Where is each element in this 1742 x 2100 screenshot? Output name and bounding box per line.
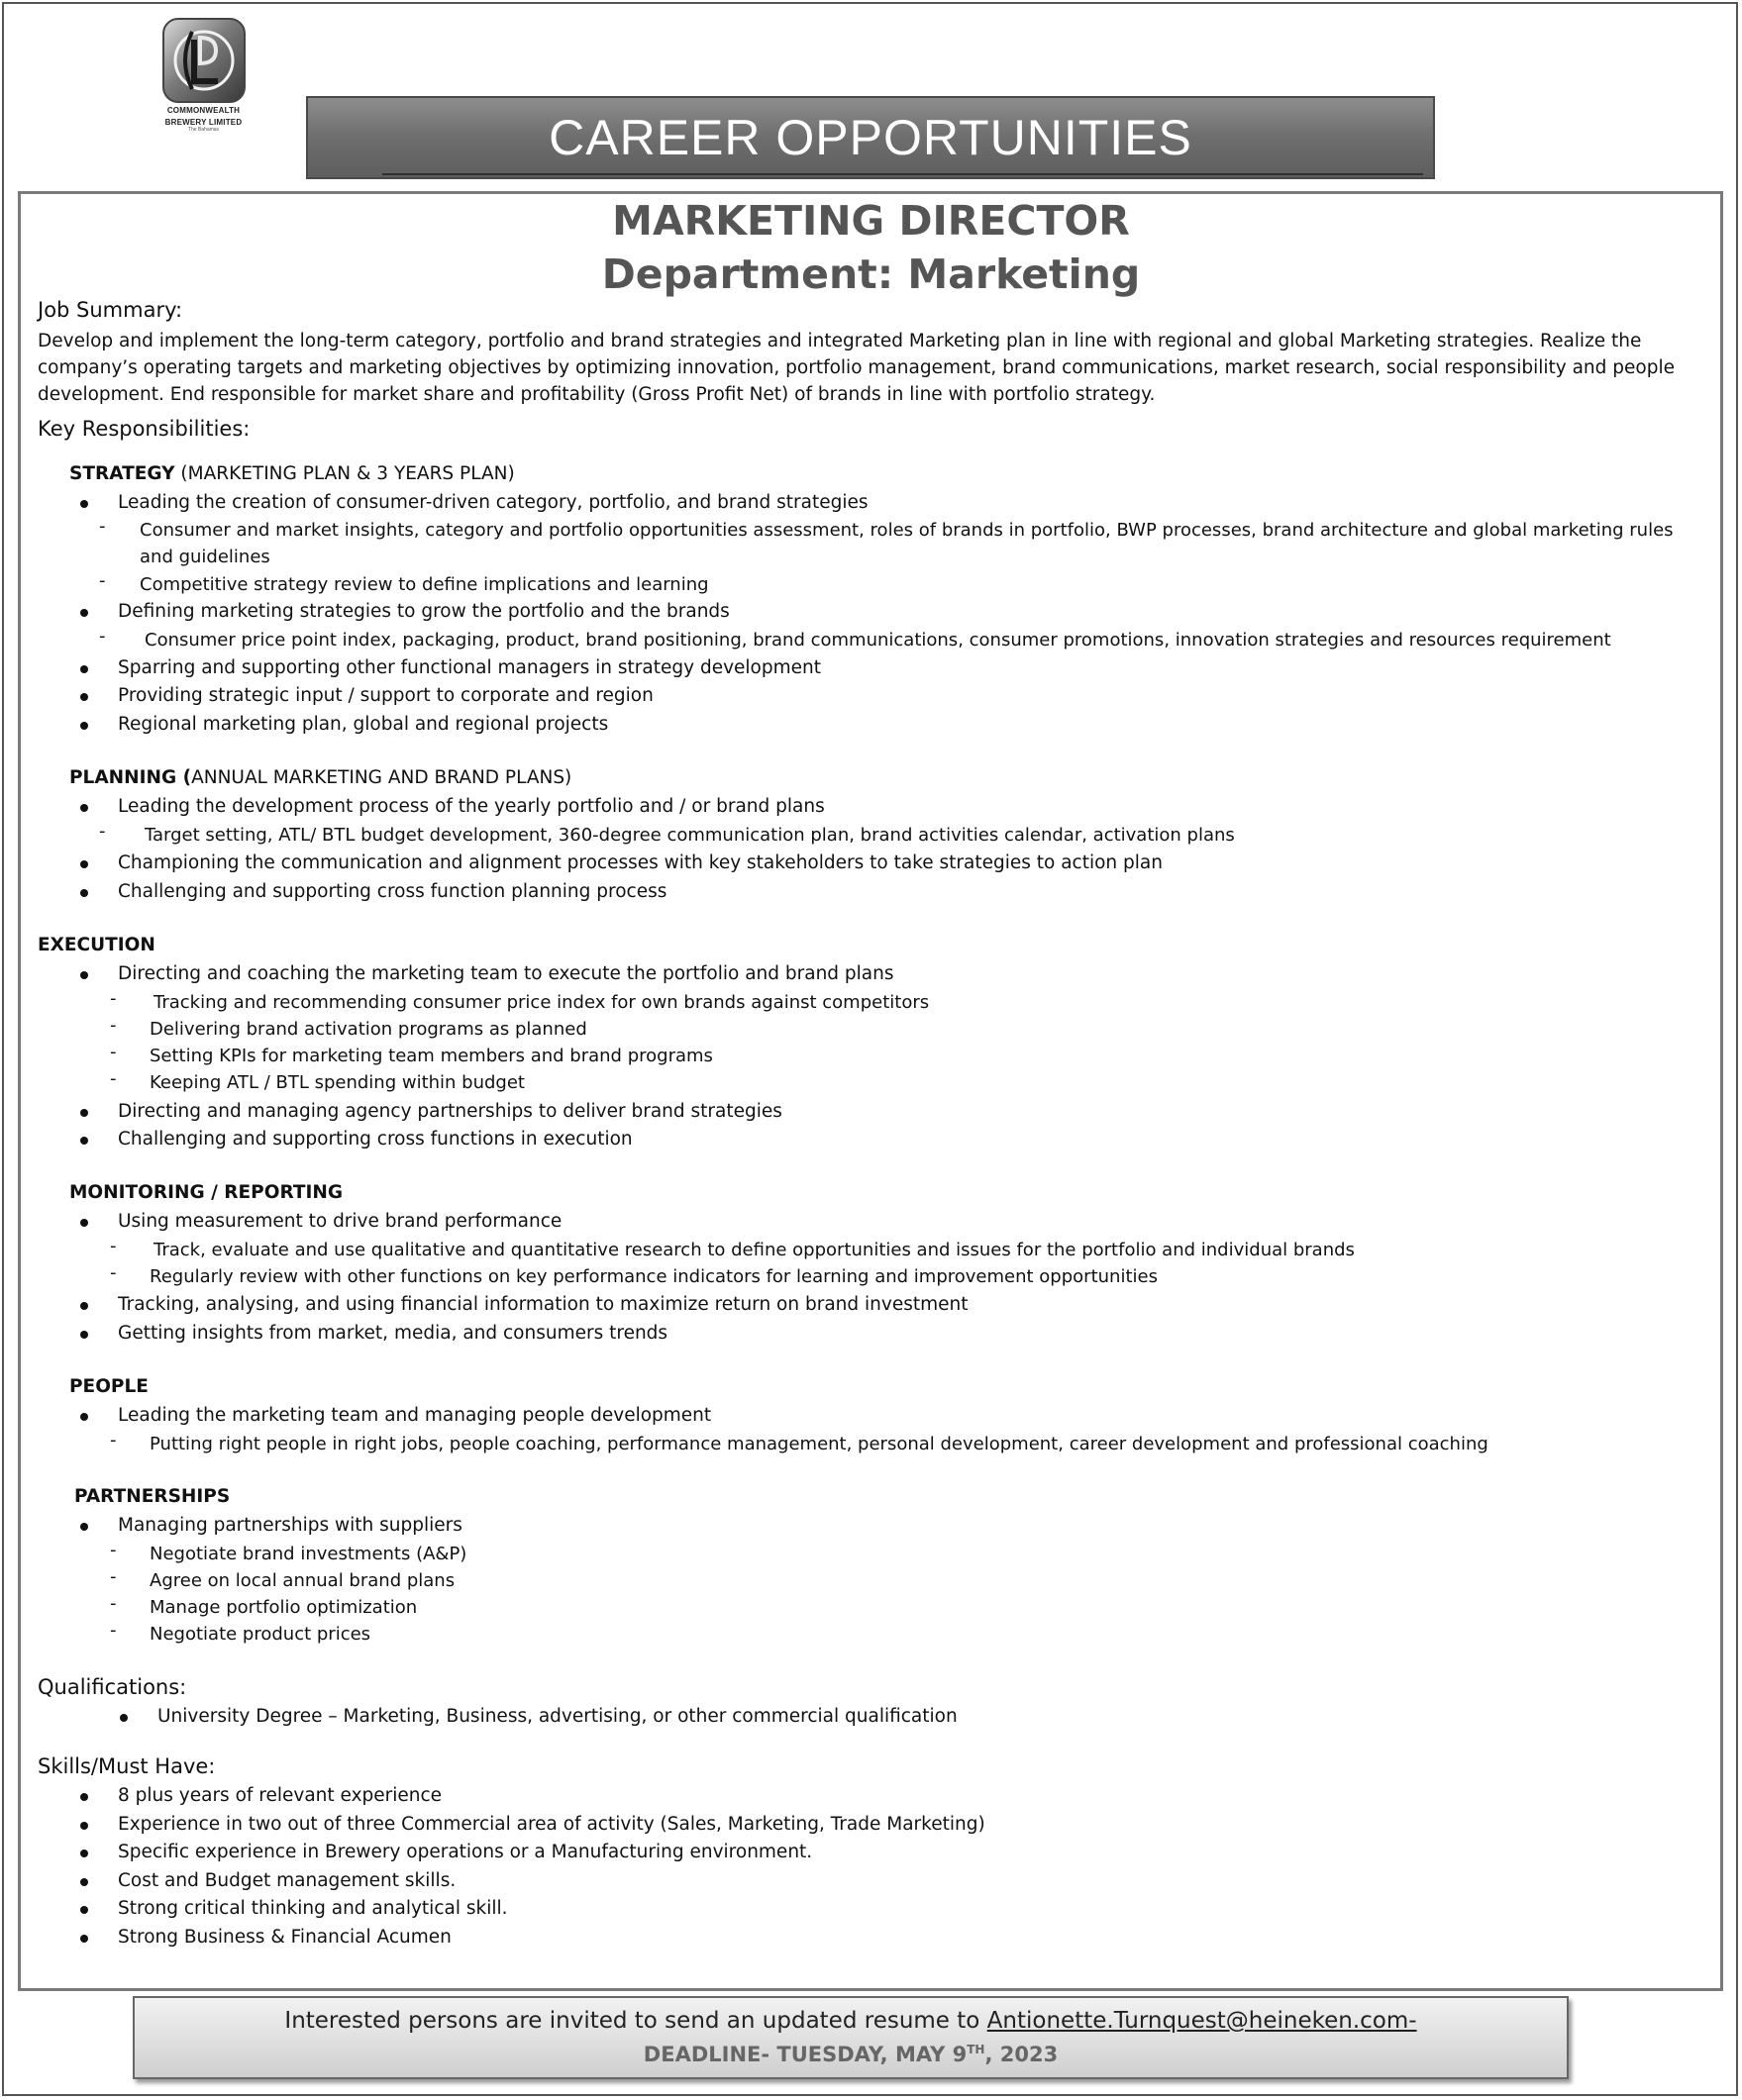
bullet-icon bbox=[80, 1413, 88, 1421]
dash-icon: - bbox=[110, 1430, 117, 1450]
bullet-icon bbox=[80, 1906, 88, 1914]
dash-icon: - bbox=[99, 626, 106, 647]
dash-icon: - bbox=[110, 988, 117, 1009]
partnerships-subitem-1d: Negotiate product prices bbox=[150, 1624, 371, 1645]
partnerships-subitem-1b: Agree on local annual brand plans bbox=[150, 1570, 456, 1591]
logo-name-line2: BREWERY LIMITED bbox=[164, 118, 243, 127]
dash-icon: - bbox=[110, 1540, 117, 1560]
dash-icon: - bbox=[110, 1068, 117, 1089]
strategy-subitem-1b: Competitive strategy review to define implications and learning bbox=[140, 574, 709, 595]
strategy-subitem-1a-cont: and guidelines bbox=[140, 547, 270, 567]
bullet-icon bbox=[80, 1935, 88, 1943]
skills-item-2: Experience in two out of three Commercial area of activity (Sales, Marketing, Trade Marketing) bbox=[118, 1814, 985, 1835]
partnerships-subitem-1c: Manage portfolio optimization bbox=[150, 1597, 418, 1618]
execution-item-2: Directing and managing agency partnerships to deliver brand strategies bbox=[118, 1101, 782, 1122]
strategy-subitem-2a: Consumer price point index, packaging, product, brand positioning, brand communications, consumer promotions, innovation strategies and resources requirement bbox=[145, 630, 1611, 650]
bullet-icon bbox=[80, 500, 88, 508]
strategy-item-2: Defining marketing strategies to grow the portfolio and the brands bbox=[118, 601, 730, 622]
execution-subitem-1d: Keeping ATL / BTL spending within budget bbox=[150, 1072, 525, 1093]
resume-email-link[interactable]: Antionette.Turnquest@heineken.com- bbox=[986, 2008, 1417, 2034]
dash-icon: - bbox=[99, 821, 106, 842]
people-heading bbox=[69, 1373, 149, 1400]
bullet-icon bbox=[80, 1302, 88, 1310]
bullet-icon bbox=[80, 693, 88, 701]
key-responsibilities-heading: Key Responsibilities: bbox=[38, 417, 251, 441]
dash-icon: - bbox=[99, 516, 106, 537]
skills-item-6: Strong Business & Financial Acumen bbox=[118, 1927, 452, 1948]
bullet-icon bbox=[80, 665, 88, 673]
partnerships-subitem-1a: Negotiate brand investments (A&P) bbox=[150, 1544, 467, 1564]
strategy-item-5: Regional marketing plan, global and regional projects bbox=[118, 714, 609, 735]
planning-heading-rest: ANNUAL MARKETING AND BRAND PLANS) bbox=[191, 767, 572, 788]
qualifications-item-1: University Degree – Marketing, Business, advertising, or other commercial qualification bbox=[157, 1706, 958, 1727]
monitoring-subitem-1b: Regularly review with other functions on key performance indicators for learning and improvement opportunities bbox=[150, 1266, 1158, 1287]
job-summary-heading: Job Summary: bbox=[38, 298, 183, 322]
company-logo bbox=[156, 18, 251, 145]
strategy-item-4: Providing strategic input / support to corporate and region bbox=[118, 685, 654, 706]
execution-item-1: Directing and coaching the marketing team to execute the portfolio and brand plans bbox=[118, 963, 894, 984]
execution-subitem-1b: Delivering brand activation programs as planned bbox=[150, 1019, 587, 1040]
job-title: MARKETING DIRECTOR bbox=[612, 197, 1130, 245]
bullet-icon bbox=[80, 971, 88, 979]
planning-heading bbox=[69, 764, 571, 791]
bullet-icon bbox=[80, 1822, 88, 1830]
bullet-icon bbox=[80, 1331, 88, 1339]
monitoring-subitem-1a: Track, evaluate and use qualitative and quantitative research to define opportunities and issues for the portfolio and individual brands bbox=[154, 1240, 1355, 1260]
banner-title: CAREER OPPORTUNITIES bbox=[549, 110, 1192, 165]
logo-name-line3: The Bahamas bbox=[187, 127, 220, 133]
partnerships-heading-text: PARTNERSHIPS bbox=[74, 1486, 231, 1507]
people-item-1: Leading the marketing team and managing people development bbox=[118, 1405, 712, 1426]
dash-icon: - bbox=[99, 570, 106, 591]
strategy-item-3: Sparring and supporting other functional managers in strategy development bbox=[118, 657, 821, 678]
summary-line-2: company’s operating targets and marketing objectives by optimizing innovation, portfolio management, brand communications, market research, social responsibility and people bbox=[38, 357, 1675, 378]
strategy-heading bbox=[69, 460, 515, 487]
dash-icon: - bbox=[110, 1042, 117, 1062]
summary-line-3: development. End responsible for market share and profitability (Gross Profit Net) of brands in line with portfolio strategy. bbox=[38, 384, 1156, 405]
planning-item-2: Championing the communication and alignment processes with key stakeholders to take strategies to action plan bbox=[118, 852, 1163, 873]
footer-invite-line bbox=[135, 2006, 1567, 2036]
deadline-text: DEADLINE- TUESDAY, MAY 9 bbox=[643, 2043, 968, 2066]
bullet-icon bbox=[80, 1523, 88, 1531]
execution-subitem-1c: Setting KPIs for marketing team members and brand programs bbox=[150, 1046, 713, 1066]
execution-item-3: Challenging and supporting cross functions in execution bbox=[118, 1129, 633, 1150]
people-subitem-1a: Putting right people in right jobs, people coaching, performance management, personal development, career development and professional coaching bbox=[150, 1434, 1488, 1454]
dash-icon: - bbox=[110, 1015, 117, 1036]
bullet-icon bbox=[80, 609, 88, 617]
department-title: Department: Marketing bbox=[601, 250, 1141, 298]
logo-badge-icon bbox=[162, 18, 246, 103]
banner-underline bbox=[382, 173, 1423, 175]
logo-name-line1: COMMONWEALTH bbox=[166, 106, 241, 115]
monitoring-item-2: Tracking, analysing, and using financial information to maximize return on brand investment bbox=[118, 1294, 969, 1315]
bullet-icon bbox=[80, 1878, 88, 1886]
planning-item-3: Challenging and supporting cross function planning process bbox=[118, 881, 667, 902]
dash-icon: - bbox=[110, 1593, 117, 1614]
bullet-icon bbox=[80, 1793, 88, 1801]
dash-icon: - bbox=[110, 1262, 117, 1283]
people-heading-text: PEOPLE bbox=[69, 1376, 149, 1397]
skills-item-3: Specific experience in Brewery operations or a Manufacturing environment. bbox=[118, 1842, 813, 1862]
strategy-item-1: Leading the creation of consumer-driven category, portfolio, and brand strategies bbox=[118, 492, 869, 513]
monitoring-heading bbox=[69, 1179, 343, 1206]
bullet-icon bbox=[80, 889, 88, 897]
execution-subitem-1a: Tracking and recommending consumer price index for own brands against competitors bbox=[154, 992, 930, 1013]
execution-heading-text: EXECUTION bbox=[38, 935, 155, 955]
dash-icon: - bbox=[110, 1236, 117, 1256]
bullet-icon bbox=[80, 1109, 88, 1117]
skills-item-4: Cost and Budget management skills. bbox=[118, 1870, 457, 1891]
skills-item-5: Strong critical thinking and analytical skill. bbox=[118, 1898, 508, 1919]
deadline-ordinal: TH bbox=[967, 2043, 985, 2056]
strategy-heading-rest: (MARKETING PLAN & 3 YEARS PLAN) bbox=[174, 463, 515, 484]
planning-item-1: Leading the development process of the yearly portfolio and / or brand plans bbox=[118, 796, 825, 817]
qualifications-heading: Qualifications: bbox=[38, 1675, 187, 1699]
bullet-icon bbox=[80, 1137, 88, 1145]
skills-heading: Skills/Must Have: bbox=[38, 1754, 216, 1778]
monitoring-item-3: Getting insights from market, media, and consumers trends bbox=[118, 1323, 668, 1344]
footer-deadline bbox=[135, 2036, 1567, 2068]
summary-line-1: Develop and implement the long-term category, portfolio and brand strategies and integrated Marketing plan in line with regional and global Marketing strategies. Realize the bbox=[38, 331, 1642, 351]
bullet-icon bbox=[80, 1219, 88, 1227]
bullet-icon bbox=[80, 1850, 88, 1857]
deadline-year: , 2023 bbox=[984, 2043, 1059, 2066]
partnerships-item-1: Managing partnerships with suppliers bbox=[118, 1515, 462, 1536]
monitoring-item-1: Using measurement to drive brand performance bbox=[118, 1211, 563, 1232]
bullet-icon bbox=[80, 722, 88, 730]
bullet-icon bbox=[80, 804, 88, 812]
partnerships-heading bbox=[74, 1483, 230, 1510]
planning-subitem-1a: Target setting, ATL/ BTL budget development, 360-degree communication plan, brand activities calendar, activation plans bbox=[145, 825, 1235, 846]
bullet-icon bbox=[120, 1714, 128, 1722]
application-footer bbox=[133, 1996, 1569, 2079]
footer-invite-text: Interested persons are invited to send an updated resume to bbox=[284, 2008, 987, 2034]
dash-icon: - bbox=[110, 1566, 117, 1587]
strategy-subitem-1a: Consumer and market insights, category and portfolio opportunities assessment, roles of brands in portfolio, BWP processes, brand architecture and global marketing rules bbox=[140, 520, 1674, 541]
strategy-heading-bold: STRATEGY bbox=[69, 463, 175, 484]
execution-heading bbox=[38, 932, 155, 958]
skills-item-1: 8 plus years of relevant experience bbox=[118, 1785, 443, 1806]
dash-icon: - bbox=[110, 1620, 117, 1641]
planning-heading-bold: PLANNING ( bbox=[69, 767, 192, 788]
career-opportunities-banner bbox=[306, 96, 1435, 179]
bullet-icon bbox=[80, 860, 88, 868]
monitoring-heading-text: MONITORING / REPORTING bbox=[69, 1182, 344, 1203]
